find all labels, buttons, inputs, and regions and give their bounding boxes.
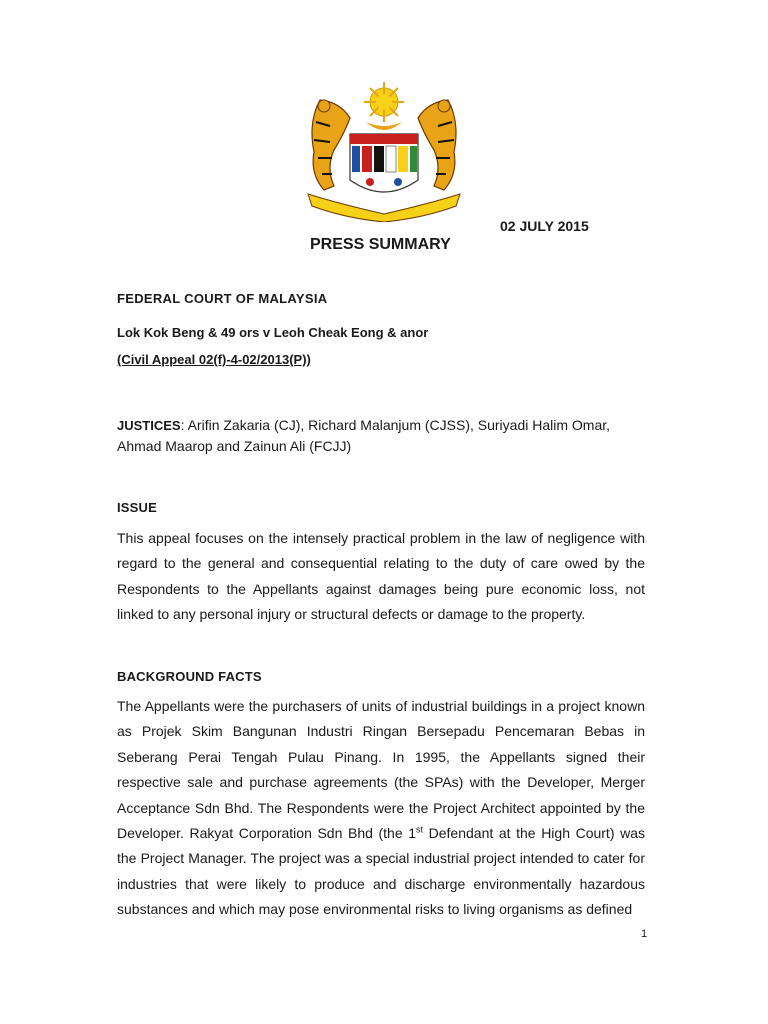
background-text-1: The Appellants were the purchasers of units of industrial buildings in a project known as Projek Skim Bangunan Industri Ringan Bersepadu Pencemaran Bebas in Seberang Perai Tengah Pulau Pinang. In 1995, the Appellants signed their respective sale and purchase agreements (the SPAs) with the Developer, Merger Acceptance Sdn Bhd. The Respondents were the Project Architect appointed by the Developer. Rakyat Corporation Sdn Bhd (the 1 [117, 698, 645, 842]
background-heading: BACKGROUND FACTS [117, 669, 262, 684]
court-name: FEDERAL COURT OF MALAYSIA [117, 291, 328, 306]
issue-paragraph: This appeal focuses on the intensely practical problem in the law of negligence with regard to the general and consequential relating to the duty of care owed by the Respondents to the Appellants against damages being pure economic loss, not linked to any personal injury or structural defects or damage to the property. [117, 530, 645, 623]
justices-text: : Arifin Zakaria (CJ), Richard Malanjum (CJSS), Suriyadi Halim Omar, Ahmad Maarop and Zainun Ali (FCJJ) [117, 417, 611, 454]
page-number: 1 [641, 928, 648, 940]
justices-paragraph [117, 415, 637, 456]
ordinal-suffix: st [416, 824, 424, 835]
background-paragraph [117, 694, 645, 923]
background-text-2: Defendant at the High Court) was the Project Manager. The project was a special industrial project intended to cater for industries that were likely to produce and discharge environmentally hazardous substances and which may pose environmental risks to living organisms as defined [117, 825, 645, 918]
page-title: PRESS SUMMARY [310, 236, 451, 253]
appeal-number: (Civil Appeal 02(f)-4-02/2013(P)) [117, 352, 311, 367]
malaysia-coat-of-arms [300, 82, 468, 222]
press-date: 02 JULY 2015 [500, 218, 589, 234]
justices-label: JUSTICES [117, 418, 181, 433]
case-name: Lok Kok Beng & 49 ors v Leoh Cheak Eong & anor [117, 325, 429, 340]
issue-heading: ISSUE [117, 500, 158, 515]
